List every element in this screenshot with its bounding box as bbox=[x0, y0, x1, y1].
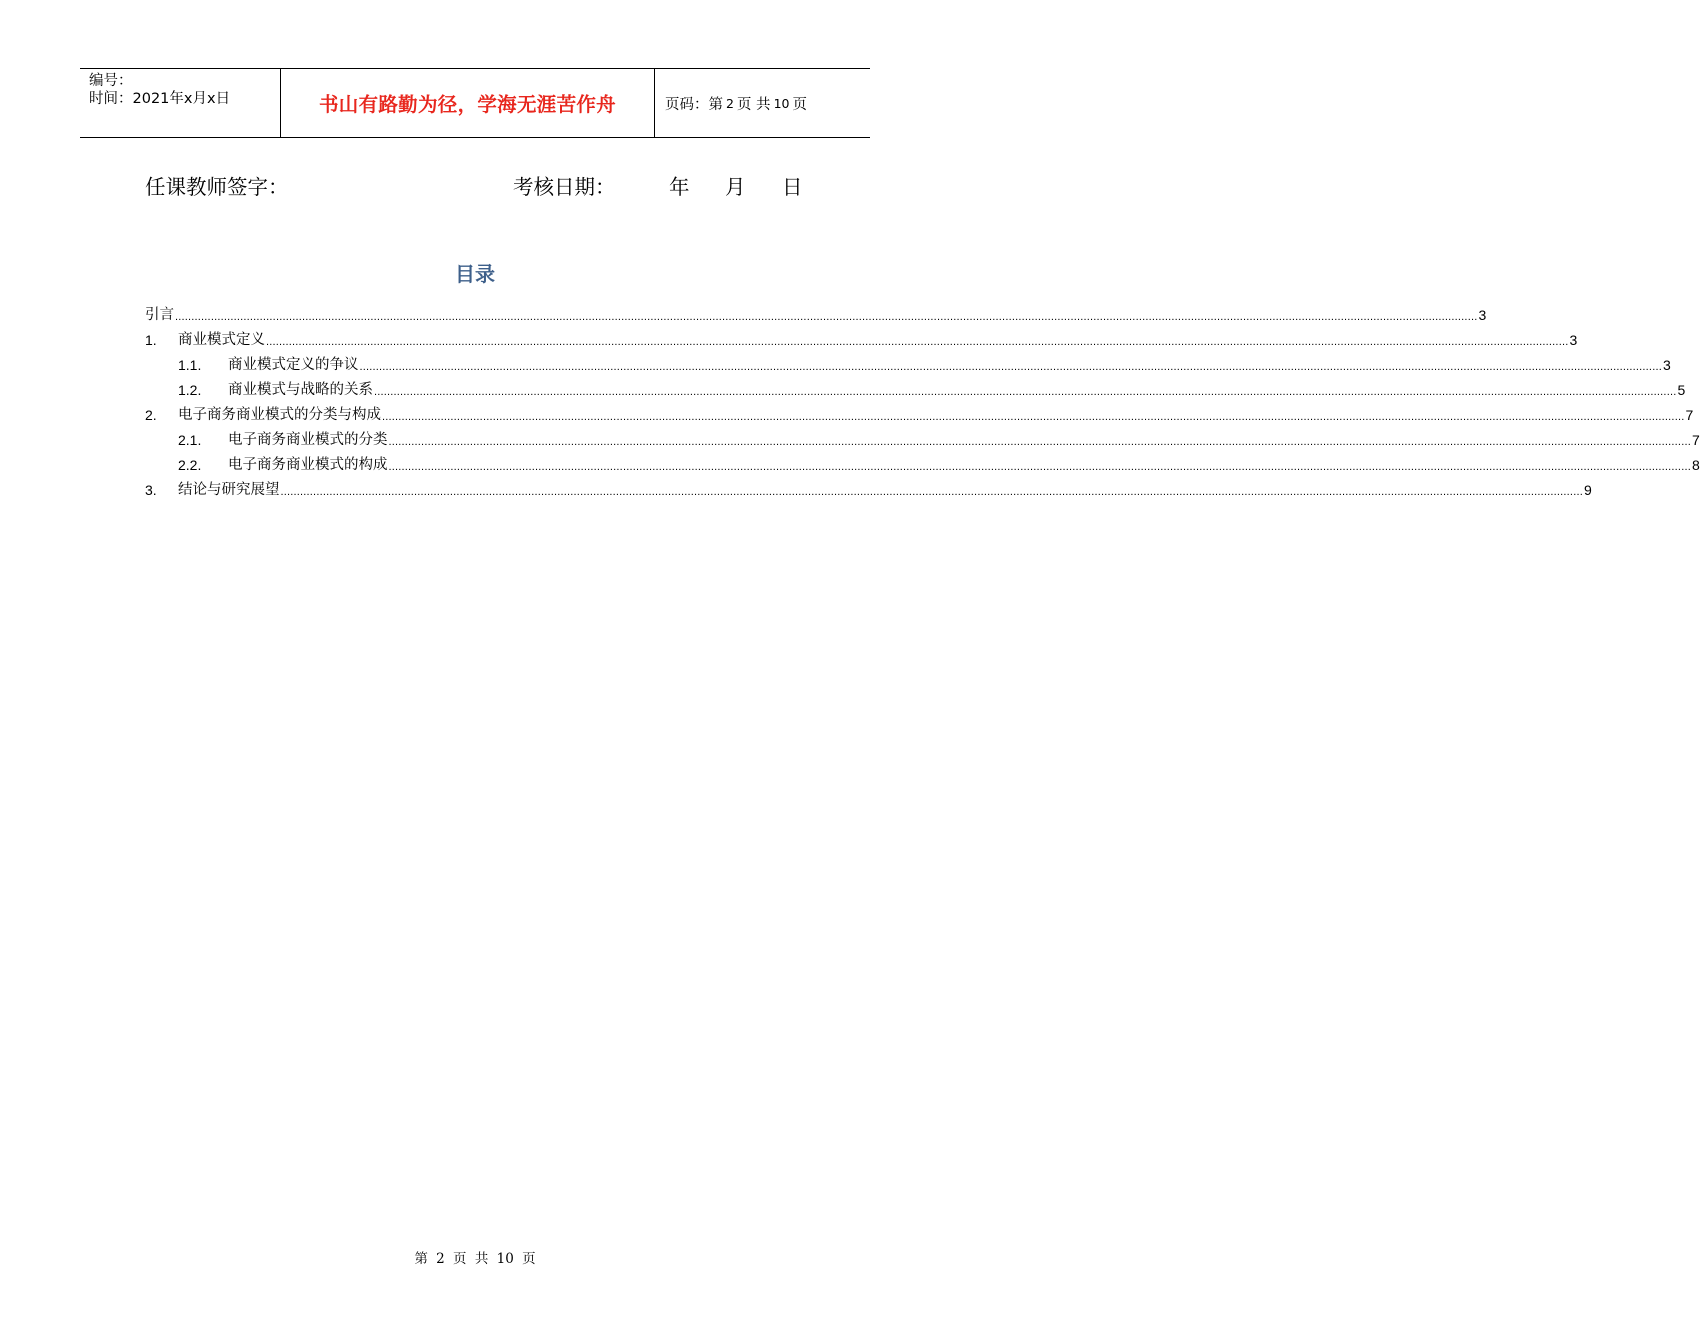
signature-row bbox=[145, 170, 815, 200]
toc-entry-page: 3 bbox=[1569, 332, 1578, 348]
toc-dot-leader: ................................................................................................................................................................................................................................................................................................................................................................................................................ bbox=[382, 411, 1685, 423]
date-day: 日 bbox=[782, 175, 803, 199]
toc-entry[interactable] bbox=[145, 476, 1592, 501]
teacher-signature-label: 任课教师签字： bbox=[145, 175, 289, 199]
toc-entry[interactable] bbox=[145, 426, 1700, 451]
time-label: 时间：2021年x月x日 bbox=[89, 91, 231, 107]
toc-dot-leader: ................................................................................................................................................................................................................................................................................................................................................................................................................ bbox=[388, 436, 1691, 448]
toc-entry-label: 结论与研究展望 bbox=[178, 482, 280, 498]
toc-entry-number: 3. bbox=[145, 482, 157, 498]
toc-dot-leader: ................................................................................................................................................................................................................................................................................................................................................................................................................ bbox=[374, 386, 1677, 398]
toc-entry-label: 电子商务商业模式的构成 bbox=[228, 457, 388, 473]
toc-dot-leader: ................................................................................................................................................................................................................................................................................................................................................................................................................ bbox=[175, 311, 1478, 323]
toc-dot-leader: ................................................................................................................................................................................................................................................................................................................................................................................................................ bbox=[280, 486, 1583, 498]
toc-entry[interactable] bbox=[145, 301, 1487, 326]
date-year: 年 bbox=[669, 175, 690, 199]
toc-entry[interactable] bbox=[145, 326, 1578, 351]
toc-entry-page: 7 bbox=[1685, 407, 1694, 423]
toc-entry-page: 5 bbox=[1677, 382, 1686, 398]
toc-title: 目录 bbox=[455, 262, 495, 286]
toc-entry[interactable] bbox=[145, 376, 1686, 401]
header-page-cell bbox=[655, 69, 870, 137]
table-of-contents bbox=[145, 301, 1700, 501]
toc-entry-page: 3 bbox=[1662, 357, 1671, 373]
toc-entry[interactable] bbox=[145, 451, 1700, 476]
toc-entry-number: 2. bbox=[145, 407, 157, 423]
toc-entry-page: 9 bbox=[1583, 482, 1592, 498]
toc-entry-page: 7 bbox=[1691, 432, 1700, 448]
toc-dot-leader: ................................................................................................................................................................................................................................................................................................................................................................................................................ bbox=[266, 336, 1569, 348]
toc-dot-leader: ................................................................................................................................................................................................................................................................................................................................................................................................................ bbox=[388, 461, 1691, 473]
toc-entry-label: 电子商务商业模式的分类与构成 bbox=[178, 407, 381, 423]
page-mid: 页 共 bbox=[736, 96, 771, 113]
page-footer: 第 2 页 共 10 页 bbox=[414, 1251, 536, 1267]
toc-entry-number: 1.2. bbox=[178, 382, 202, 398]
toc-entry[interactable] bbox=[145, 401, 1694, 426]
toc-entry-number: 1. bbox=[145, 332, 157, 348]
toc-entry[interactable] bbox=[145, 351, 1671, 376]
toc-entry-label: 引言 bbox=[145, 307, 174, 323]
page-suffix: 页 bbox=[792, 96, 807, 113]
toc-entry-label: 电子商务商业模式的分类 bbox=[228, 432, 388, 448]
page-current: 2 bbox=[726, 95, 734, 111]
toc-entry-number: 1.1. bbox=[178, 357, 202, 373]
header-info-cell bbox=[80, 69, 281, 137]
toc-entry-label: 商业模式定义 bbox=[178, 332, 265, 348]
header-motto-cell bbox=[281, 69, 655, 137]
date-month: 月 bbox=[725, 175, 746, 199]
toc-entry-page: 8 bbox=[1691, 457, 1700, 473]
toc-entry-number: 2.1. bbox=[178, 432, 202, 448]
toc-dot-leader: ................................................................................................................................................................................................................................................................................................................................................................................................................ bbox=[359, 361, 1662, 373]
toc-entry-number: 2.2. bbox=[178, 457, 202, 473]
motto-text: 书山有路勤为径，学海无涯苦作舟 bbox=[318, 93, 616, 116]
header-table bbox=[80, 68, 870, 138]
toc-entry-label: 商业模式与战略的关系 bbox=[228, 382, 373, 398]
toc-entry-page: 3 bbox=[1478, 307, 1487, 323]
number-label: 编号： bbox=[89, 73, 133, 89]
exam-date-label: 考核日期： bbox=[513, 175, 616, 199]
page-prefix: 页码：第 bbox=[665, 96, 723, 113]
page-total: 10 bbox=[773, 95, 790, 111]
toc-entry-label: 商业模式定义的争议 bbox=[228, 357, 359, 373]
